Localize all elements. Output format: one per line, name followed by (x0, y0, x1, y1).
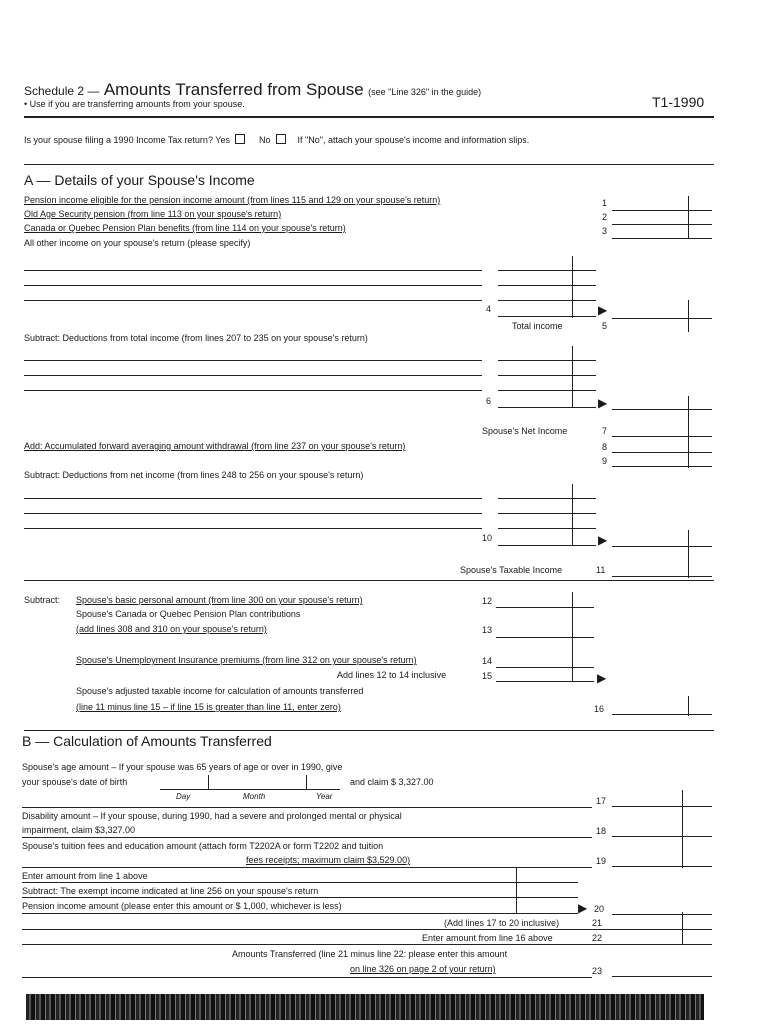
line-9-field[interactable] (612, 466, 712, 467)
exempt-income-rule (22, 897, 578, 898)
pension-amount-label: Pension income amount (please enter this amount or $ 1,000, whichever is less) (22, 901, 342, 911)
line-16-label-a: Spouse's adjusted taxable income for calculation of amounts transferred (76, 686, 364, 696)
line-7-field[interactable] (612, 436, 712, 437)
schedule-title (24, 80, 481, 100)
cents-divider-21 (682, 912, 683, 944)
amounts-transferred-label-b: on line 326 on page 2 of your return) (350, 964, 496, 974)
line-5-number: 5 (602, 321, 608, 331)
other-income-row-3[interactable] (24, 300, 482, 301)
line-2-field[interactable] (612, 224, 712, 225)
deductions-net-label: Subtract: Deductions from net income (from lines 248 to 256 on your spouse's return) (24, 470, 364, 480)
no-checkbox[interactable] (276, 134, 286, 144)
scan-noise-bar (26, 994, 704, 1020)
net-deduction-amount-3[interactable] (498, 528, 596, 529)
line-15-field[interactable] (496, 681, 594, 682)
other-income-row-2[interactable] (24, 285, 482, 286)
line-16-field[interactable] (612, 714, 712, 715)
line-18-rule (22, 837, 592, 838)
line-1-number: 1 (602, 198, 608, 208)
net-deduction-row-3[interactable] (24, 528, 482, 529)
schedule-subtitle: • Use if you are transferring amounts from your spouse. (24, 99, 245, 109)
line-21-number: 21 (592, 918, 603, 928)
line-4-field[interactable] (498, 316, 596, 317)
line-14-number: 14 (482, 656, 493, 666)
line-3-field[interactable] (612, 238, 712, 239)
net-income-label: Spouse's Net Income (482, 426, 568, 436)
line-16-number: 16 (594, 704, 605, 714)
deduction-row-3[interactable] (24, 390, 482, 391)
deduction-amount-3[interactable] (498, 390, 596, 391)
cents-divider-11 (688, 530, 689, 578)
line-11-field[interactable] (612, 576, 712, 577)
cents-divider-16 (688, 696, 689, 716)
no-label: No (259, 135, 271, 145)
line-19-field[interactable] (612, 866, 712, 867)
taxable-income-label: Spouse's Taxable Income (460, 565, 563, 575)
deduction-row-2[interactable] (24, 375, 482, 376)
enter-line-1-rule (22, 882, 578, 883)
line-7-number: 7 (602, 426, 608, 436)
line-20-field[interactable] (612, 914, 712, 915)
total-income-label: Total income (512, 321, 563, 331)
age-amount-label-b: your spouse's date of birth (22, 777, 128, 787)
section-a-rule (24, 580, 714, 581)
line-13-field[interactable] (496, 637, 594, 638)
line-2-number: 2 (602, 212, 608, 222)
cents-divider-4 (572, 256, 573, 318)
line-15-number: 15 (482, 671, 493, 681)
enter-line-1-label: Enter amount from line 1 above (22, 871, 148, 881)
net-deduction-row-2[interactable] (24, 513, 482, 514)
line-10-number: 10 (482, 533, 493, 543)
day-label: Day (176, 792, 191, 801)
cents-divider-10 (572, 484, 573, 546)
age-amount-label-a: Spouse's age amount – If your spouse was 65 years of age or over in 1990, give (22, 762, 343, 772)
schedule-title-text: Amounts Transferred from Spouse (103, 80, 364, 99)
line-10-total-field[interactable] (612, 546, 712, 547)
arrow-icon: ▶ (578, 901, 588, 915)
arrow-icon: ▶ (598, 303, 608, 317)
line-10-field[interactable] (498, 545, 596, 546)
enter-line-16-label: Enter amount from line 16 above (422, 933, 553, 943)
arrow-icon: ▶ (598, 533, 608, 547)
line-22-rule (22, 944, 712, 945)
add-forward-averaging-label: Add: Accumulated forward averaging amount withdrawal (from line 237 on your spouse's return) (24, 441, 406, 451)
birth-date-divider-1 (208, 775, 209, 789)
section-b-heading: B — Calculation of Amounts Transferred (22, 733, 272, 749)
line-2-label: Old Age Security pension (from line 113 on your spouse's return) (24, 209, 282, 219)
deductions-total-label: Subtract: Deductions from total income (from lines 207 to 235 on your spouse's return) (24, 333, 368, 343)
cents-divider-7 (688, 412, 689, 468)
other-income-row-1[interactable] (24, 270, 482, 271)
line-23-rule (22, 977, 592, 978)
line-23-field[interactable] (612, 976, 712, 977)
line-19-number: 19 (596, 856, 607, 866)
pension-divider (516, 868, 517, 914)
line-17-field[interactable] (612, 806, 712, 807)
other-amount-1[interactable] (498, 270, 596, 271)
line-16-label-b: (line 11 minus line 15 – if line 15 is greater than line 11, enter zero) (76, 702, 341, 712)
line-17-number: 17 (596, 796, 607, 806)
line-5-field[interactable] (612, 318, 712, 319)
line-14-field[interactable] (496, 667, 594, 668)
line-8-number: 8 (602, 442, 608, 452)
line-12-field[interactable] (496, 607, 594, 608)
net-deduction-amount-2[interactable] (498, 513, 596, 514)
arrow-icon: ▶ (598, 396, 608, 410)
line-18-field[interactable] (612, 836, 712, 837)
line-20-number: 20 (594, 904, 605, 914)
subtract-label: Subtract: (24, 595, 61, 605)
line-9-number: 9 (602, 456, 608, 466)
section-a-heading: A — Details of your Spouse's Income (24, 172, 255, 188)
line-17-rule (22, 807, 592, 808)
line-12-label: Spouse's basic personal amount (from line 300 on your spouse's return) (76, 595, 363, 605)
disability-label-a: Disability amount – If your spouse, during 1990, had a severe and prolonged mental or physical (22, 811, 402, 821)
line-19-rule (22, 867, 592, 868)
header-rule (24, 116, 714, 118)
line-13-label-a: Spouse's Canada or Quebec Pension Plan contributions (76, 609, 301, 619)
line-1-label: Pension income eligible for the pension income amount (from lines 115 and 129 on your spouse's return) (24, 195, 441, 205)
line-18-number: 18 (596, 826, 607, 836)
other-amount-3[interactable] (498, 300, 596, 301)
amounts-transferred-label-a: Amounts Transferred (line 21 minus line 22: please enter this amount (232, 949, 508, 959)
cents-divider-5 (688, 300, 689, 332)
year-label: Year (316, 792, 333, 801)
cents-divider-1 (688, 196, 689, 238)
section-a-end-rule (24, 730, 714, 731)
month-label: Month (243, 792, 266, 801)
birth-date-field[interactable] (160, 789, 340, 790)
exempt-income-label: Subtract: The exempt income indicated at line 256 on your spouse's return (22, 886, 319, 896)
line-13-label-b: (add lines 308 and 310 on your spouse's return) (76, 624, 267, 634)
net-deduction-row-1[interactable] (24, 498, 482, 499)
tuition-label-a: Spouse's tuition fees and education amount (attach form T2202A or form T2202 and tuition (22, 841, 384, 851)
line-6-number: 6 (486, 396, 492, 406)
spouse-filing-question (24, 134, 529, 145)
birth-date-divider-2 (306, 775, 307, 789)
question-rule (24, 164, 714, 165)
line-13-number: 13 (482, 625, 493, 635)
yes-checkbox[interactable] (235, 134, 245, 144)
arrow-icon: ▶ (597, 671, 607, 685)
other-income-label: All other income on your spouse's return (please specify) (24, 238, 251, 248)
add-17-20-label: (Add lines 17 to 20 inclusive) (444, 918, 560, 928)
form-code: T1-1990 (652, 94, 705, 110)
line-23-number: 23 (592, 966, 603, 976)
line-11-number: 11 (596, 565, 606, 575)
line-21-rule (22, 929, 712, 930)
question-text: Is your spouse filing a 1990 Income Tax return? Yes (24, 135, 230, 145)
cents-divider-17 (682, 790, 683, 868)
age-claim-label: and claim $ 3,327.00 (350, 777, 434, 787)
line-15-label: Add lines 12 to 14 inclusive (337, 670, 447, 680)
other-amount-2[interactable] (498, 285, 596, 286)
line-6-total-field[interactable] (612, 409, 712, 410)
line-14-label: Spouse's Unemployment Insurance premiums (from line 312 on your spouse's return) (76, 655, 417, 665)
schedule-lead: Schedule 2 — (24, 84, 100, 98)
disability-label-b: impairment, claim $3,327.00 (22, 825, 136, 835)
deduction-amount-1[interactable] (498, 360, 596, 361)
cents-divider-6 (572, 346, 573, 408)
deduction-row-1[interactable] (24, 360, 482, 361)
line-3-number: 3 (602, 226, 608, 236)
line-4-number: 4 (486, 304, 492, 314)
line-1-field[interactable] (612, 210, 712, 211)
see-note: (see "Line 326" in the guide) (368, 87, 482, 97)
line-12-number: 12 (482, 596, 493, 606)
cents-divider-12 (572, 592, 573, 682)
line-6-field[interactable] (498, 407, 596, 408)
tuition-label-b: fees receipts; maximum claim $3,529.00) (246, 855, 411, 865)
line-3-label: Canada or Quebec Pension Plan benefits (from line 114 on your spouse's return) (24, 223, 346, 233)
question-note: If "No", attach your spouse's income and information slips. (297, 135, 530, 145)
line-22-number: 22 (592, 933, 603, 943)
net-deduction-amount-1[interactable] (498, 498, 596, 499)
deduction-amount-2[interactable] (498, 375, 596, 376)
pension-amount-rule (22, 913, 578, 914)
line-8-field[interactable] (612, 452, 712, 453)
